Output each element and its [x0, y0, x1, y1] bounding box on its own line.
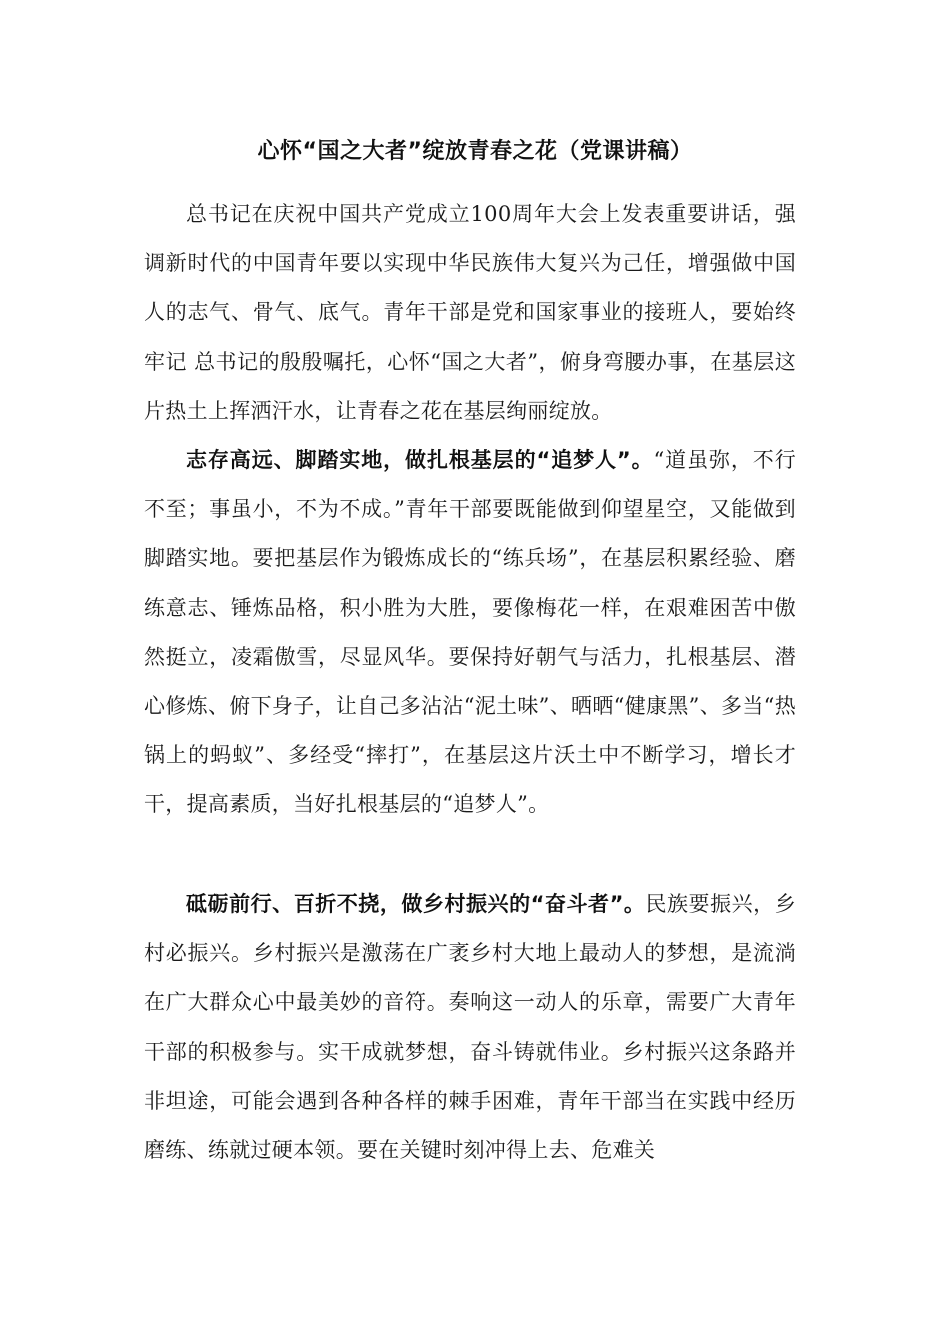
paragraph-text: 总书记在庆祝中国共产党成立100周年大会上发表重要讲话，强调新时代的中国青年要以实现中华民族伟大复兴为己任，增强做中国人的志气、骨气、底气。青年干部是党和国家事业的接班人，要始终牢记 总书记的殷殷嘱托，心怀“国之大者”，俯身弯腰办事，在基层这片热土上挥洒汗水，让青春之花在基层绚丽绽放。	[144, 202, 796, 423]
paragraph-text: 民族要振兴，乡村必振兴。乡村振兴是激荡在广袤乡村大地上最动人的梦想，是流淌在广大群众心中最美妙的音符。奏响这一动人的乐章，需要广大青年干部的积极参与。实干成就梦想，奋斗铸就伟业。乡村振兴这条路并非坦途，可能会遇到各种各样的棘手困难，青年干部当在实践中经历磨练、练就过硬本领。要在关键时刻冲得上去、危难关	[144, 892, 797, 1163]
paragraph-text: “道虽弥，不行不至；事虽小，不为不成。”青年干部要既能做到仰望星空，又能做到脚踏实地。要把基层作为锻炼成长的“练兵场”，在基层积累经验、磨练意志、锤炼品格，积小胜为大胜，要像梅花一样，在艰难困苦中傲然挺立，凌霜傲雪，尽显风华。要保持好朝气与活力，扎根基层、潜心修炼、俯下身子，让自己多沾沾“泥土味”、晒晒“健康黑”、多当“热锅上的蚂蚁”、多经受“摔打”，在基层这片沃土中不断学习，增长才干，提高素质，当好扎根基层的“追梦人”。	[144, 448, 796, 817]
paragraph-section-2	[144, 880, 796, 1175]
paragraph-intro	[144, 190, 796, 436]
paragraph-lead: 志存高远、脚踏实地，做扎根基层的“追梦人”。	[186, 448, 654, 472]
paragraph-lead: 砥砺前行、百折不挠，做乡村振兴的“奋斗者”。	[186, 892, 646, 916]
paragraph-section-1	[144, 436, 796, 830]
document-title: 心怀“国之大者”绽放青春之花（党课讲稿）	[257, 139, 693, 164]
